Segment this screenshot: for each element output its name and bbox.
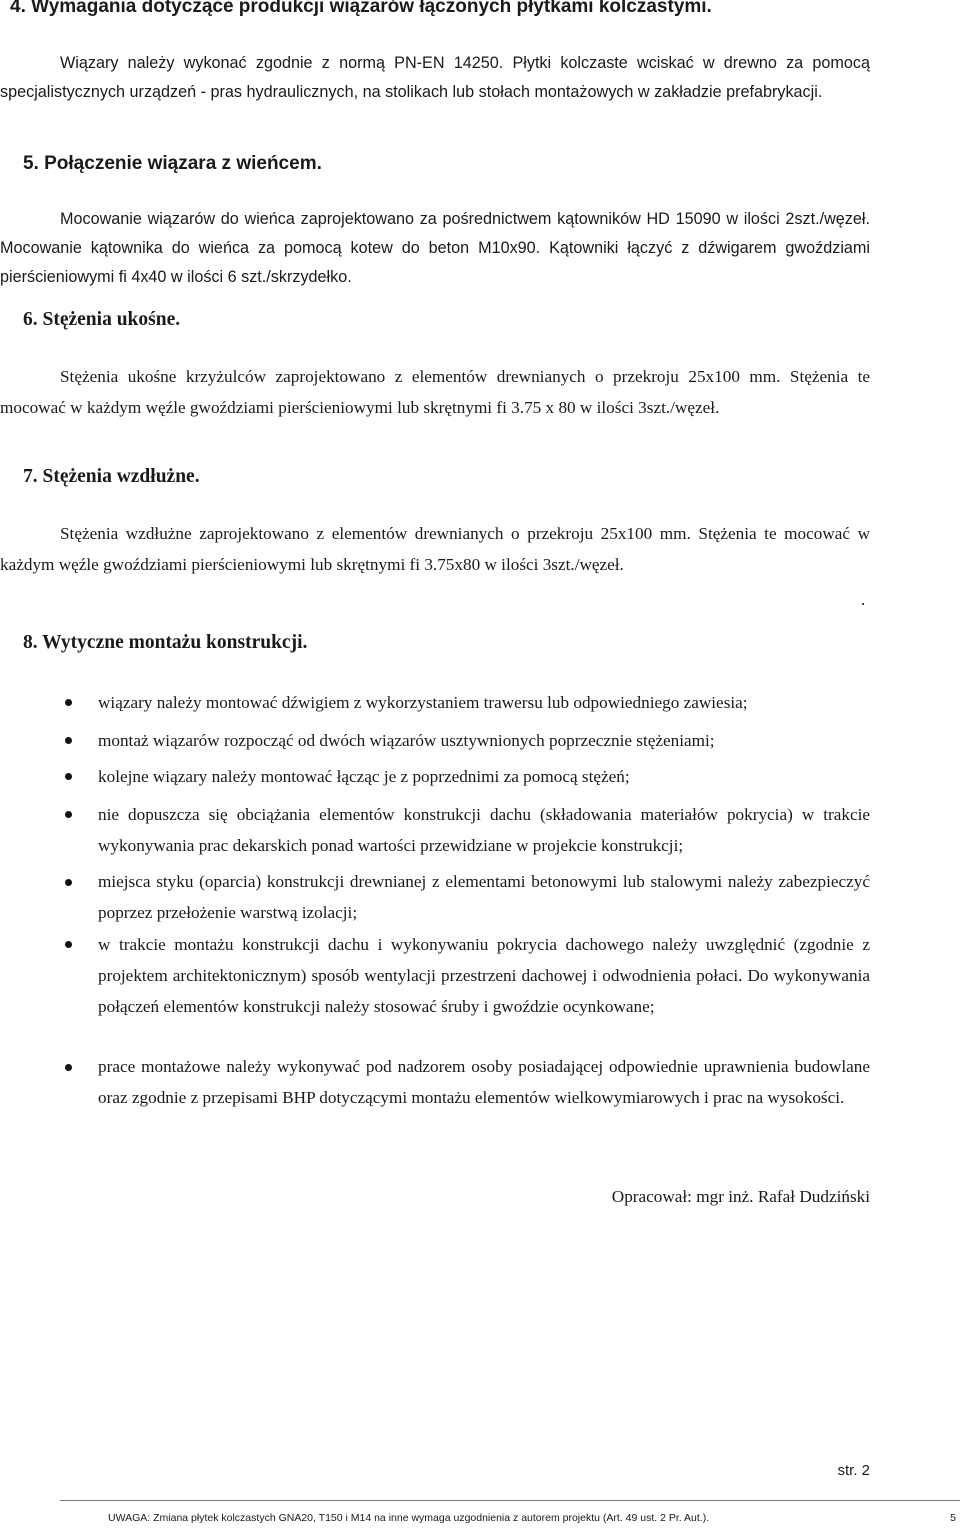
- page-number-label: str. 2: [837, 1462, 870, 1479]
- section-5-heading: 5. Połączenie wiązara z wieńcem.: [23, 153, 322, 174]
- stray-dot: .: [861, 590, 866, 609]
- footer-page-number: 5: [950, 1512, 956, 1524]
- bullet-icon: [65, 773, 72, 780]
- list-item: w trakcie montażu konstrukcji dachu i wykonywaniu pokrycia dachowego należy uwzględnić (zgodnie z projektem architektonicznym) sposób wentylacji przestrzeni dachowej i odwodnienia połaci. Do wykonywania połączeń elementów konstrukcji należy stosować śruby i gwoździe ocynkowane;: [98, 935, 870, 1016]
- section-7-text: Stężenia wzdłużne zaprojektowano z elementów drewnianych o przekroju 25x100 mm. Stężenia te mocować w każdym węźle gwoździami pierścieniowymi lub skrętnymi fi 3.75x80 w ilości 3szt./węzeł.: [0, 524, 870, 574]
- bullet-icon: [65, 1064, 72, 1071]
- footer-note: UWAGA: Zmiana płytek kolczastych GNA20, T150 i M14 na inne wymaga uzgodnienia z autorem projektu (Art. 49 ust. 2 Pr. Aut.).: [108, 1512, 710, 1524]
- list-item: wiązary należy montować dźwigiem z wykorzystaniem trawersu lub odpowiedniego zawiesia;: [98, 693, 748, 712]
- list-item: miejsca styku (oparcia) konstrukcji drewnianej z elementami betonowymi lub stalowymi należy zabezpieczyć poprzez przełożenie warstwą izolacji;: [98, 872, 870, 922]
- bullet-icon: [65, 699, 72, 706]
- section-5-text: Mocowanie wiązarów do wieńca zaprojektowano za pośrednictwem kątowników HD 15090 w ilości 2szt./węzeł. Mocowanie kątownika do wieńca za pomocą kotew do beton M10x90. Kątowniki łączyć z dźwigarem gwoździami pierścieniowymi fi 4x40 w ilości 6 szt./skrzydełko.: [0, 210, 870, 286]
- bullet-icon: [65, 879, 72, 886]
- bullet-icon: [65, 941, 72, 948]
- footer-divider: [60, 1500, 960, 1501]
- section-4-heading: 4. Wymagania dotyczące produkcji wiązarów łączonych płytkami kolczastymi.: [10, 0, 712, 17]
- section-6-text: Stężenia ukośne krzyżulców zaprojektowano z elementów drewnianych o przekroju 25x100 mm. Stężenia te mocować w każdym węźle gwoździami pierścieniowymi lub skrętnymi fi 3.75 x 80 w ilości 3szt./węzeł.: [0, 367, 870, 417]
- bullet-icon: [65, 811, 72, 818]
- list-item: kolejne wiązary należy montować łącząc je z poprzednimi za pomocą stężeń;: [98, 767, 630, 786]
- list-item: montaż wiązarów rozpocząć od dwóch wiązarów usztywnionych poprzecznie stężeniami;: [98, 731, 715, 750]
- list-item: prace montażowe należy wykonywać pod nadzorem osoby posiadającej odpowiednie uprawnienia budowlane oraz zgodnie z przepisami BHP dotyczącymi montażu elementów wielkowymiarowych i prac na wysokości.: [98, 1057, 870, 1107]
- bullet-icon: [65, 737, 72, 744]
- section-7-heading: 7. Stężenia wzdłużne.: [23, 466, 200, 487]
- list-item: nie dopuszcza się obciążania elementów konstrukcji dachu (składowania materiałów pokrycia) w trakcie wykonywania prac dekarskich ponad wartości przewidziane w projekcie konstrukcji;: [98, 805, 870, 855]
- section-8-heading: 8. Wytyczne montażu konstrukcji.: [23, 632, 308, 653]
- author-signature: Opracował: mgr inż. Rafał Dudziński: [611, 1187, 870, 1206]
- section-6-heading: 6. Stężenia ukośne.: [23, 309, 181, 330]
- section-4-text: Wiązary należy wykonać zgodnie z normą PN-EN 14250. Płytki kolczaste wciskać w drewno za pomocą specjalistycznych urządzeń - pras hydraulicznych, na stolikach lub stołach montażowych w zakładzie prefabrykacji.: [0, 54, 870, 101]
